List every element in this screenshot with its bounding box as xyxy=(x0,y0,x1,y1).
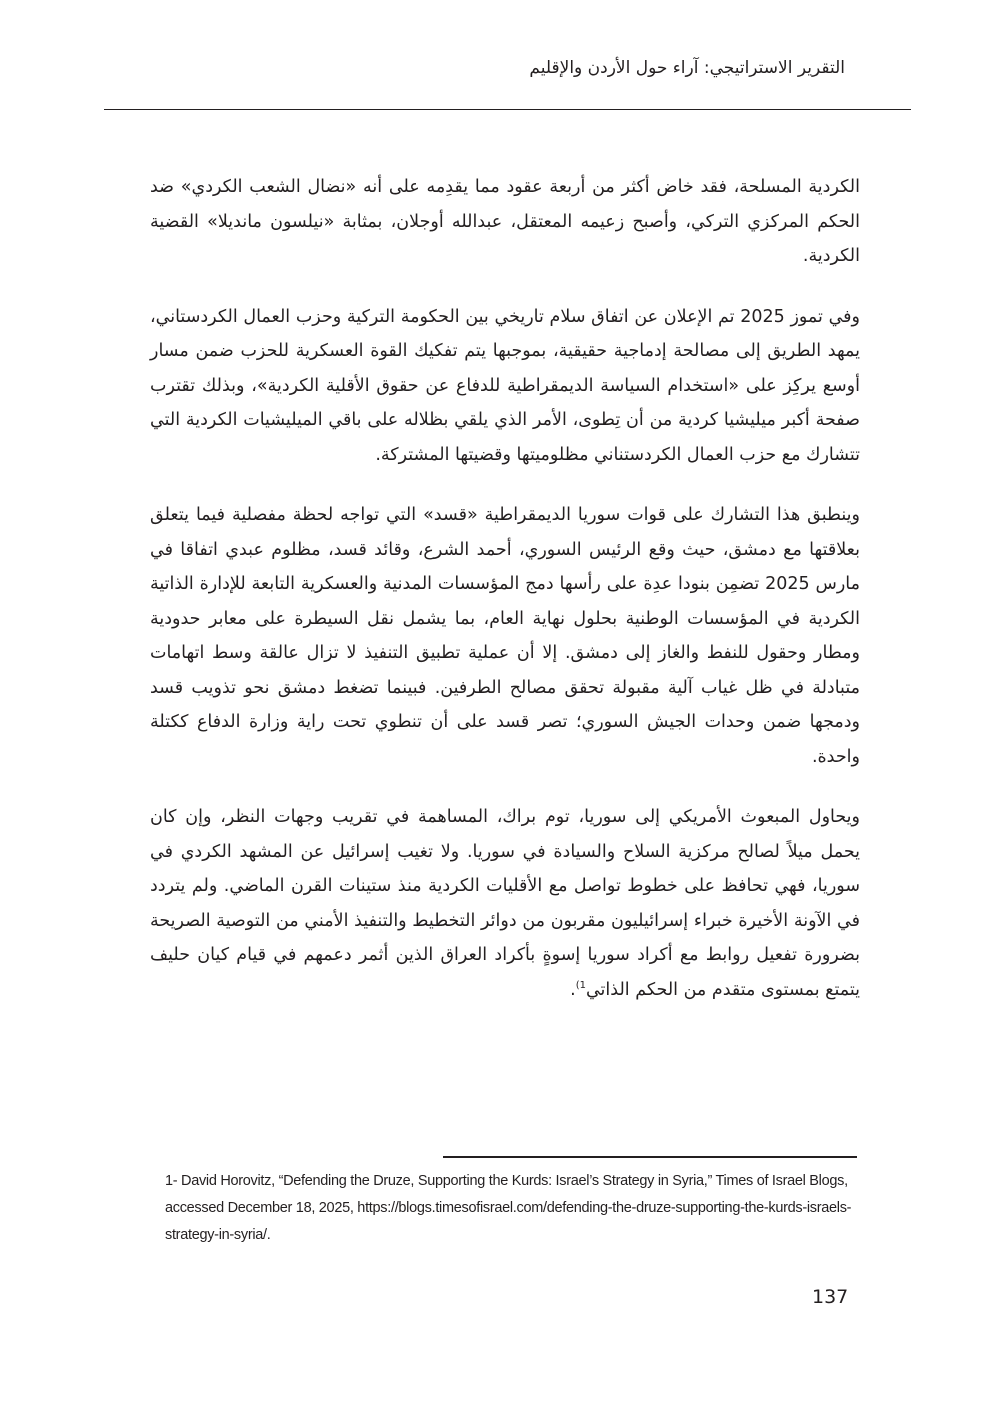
paragraph-1: الكردية المسلحة، فقد خاض أكثر من أربعة عقود مما يقدِمه على أنه «نضال الشعب الكردي» ضد الحكم المركزي التركي، وأصبح زعيمه المعتقل، عبدالله أوجلان، بمثابة «نيلسون مانديلا» القضية الكردية. xyxy=(150,177,860,266)
paragraph-2: وفي تموز 2025 تم الإعلان عن اتفاق سلام تاريخي بين الحكومة التركية وحزب العمال الكردستاني، يمهد الطريق إلى مصالحة إدماجية حقيقية، بموجبها يتم تفكيك القوة العسكرية للحزب ضمن مسار أوسع يركِز على «استخدام السياسة الديمقراطية للدفاع عن حقوق الأقلية الكردية»، وبذلك تقترب صفحة أكبر ميليشيا كردية من أن تِطوى، الأمر الذي يلقي بظلاله على باقي الميليشيات الكردية التي تتشارك مع حزب العمال الكردستناني مظلوميتها وقضيتها المشتركة. xyxy=(150,306,860,465)
paragraph-3: وينطبق هذا التشارك على قوات سوريا الديمقراطية «قسد» التي تواجه لحظة مفصلية فيما يتعلق بعلاقتها مع دمشق، حيث وقع الرئيس السوري، أحمد الشرع، وقائد قسد، مظلوم عبدي اتفاقا في مارس 2025 تضمِن بنودا عدِة على رأسها دمج المؤسسات المدنية والعسكرية التابعة للإدارة الذاتية الكردية في المؤسسات الوطنية بحلول نهاية العام، بما يشمل نقل السيطرة على معابر حدودية ومطار وحقول للنفط والغاز إلى دمشق. إلا أن عملية تطبيق التنفيذ لا تزال عالقة وسط اتهامات متبادلة في ظل غياب آلية مقبولة تحقق مصالح الطرفين. فبينما تضغط دمشق نحو تذويب قسد ودمجها ضمن وحدات الجيش السوري؛ تصر قسد على أن تنطوي تحت راية وزارة الدفاع ككتلة واحدة. xyxy=(150,505,860,767)
paragraph-4-end: . xyxy=(570,979,576,1000)
footnote-1 xyxy=(165,1168,855,1249)
footnote-divider xyxy=(443,1156,857,1158)
body-text xyxy=(150,170,860,1033)
paragraph-4-text: ويحاول المبعوث الأمريكي إلى سوريا، توم براك، المساهمة في تقريب وجهات النظر، وإن كان يحمل ميلاً لصالح مركزية السلاح والسيادة في سوريا. ولا تغيب إسرائيل عن المشهد الكردي في سوريا، فهي تحافظ على خطوط تواصل مع الأقليات الكردية منذ ستينات القرن الماضي. ولم يتردد في الآونة الأخيرة خبراء إسرائيليون مقربون من دوائر التخطيط والتنفيذ الأمني من التوصية الصريحة بضرورة تفعيل روابط مع أكراد سوريا إسوةٍ بأكراد العراق الذين أثمر دعمهم في قيام كيان حليف يتمتع بمستوى متقدم من الحكم الذاتي xyxy=(150,807,860,1000)
footnote-number: 1- xyxy=(165,1173,178,1189)
footnote-reference[interactable]: 1) xyxy=(575,979,586,991)
paragraph-4 xyxy=(150,800,860,1007)
footnote-text: David Horovitz, “Defending the Druze, Supporting the Kurds: Israel’s Strategy in Syria,” Times of Israel Blogs, accessed December 18, 2025, https://blogs.timesofisrael.com/defending-the-druze-supporting-the-kurds-israels-strategy-in-syria/. xyxy=(165,1173,852,1243)
running-header-title: التقرير الاستراتيجي: آراء حول الأردن والإقليم xyxy=(529,58,845,78)
page-number: 137 xyxy=(812,1286,849,1308)
header-divider xyxy=(104,109,911,110)
